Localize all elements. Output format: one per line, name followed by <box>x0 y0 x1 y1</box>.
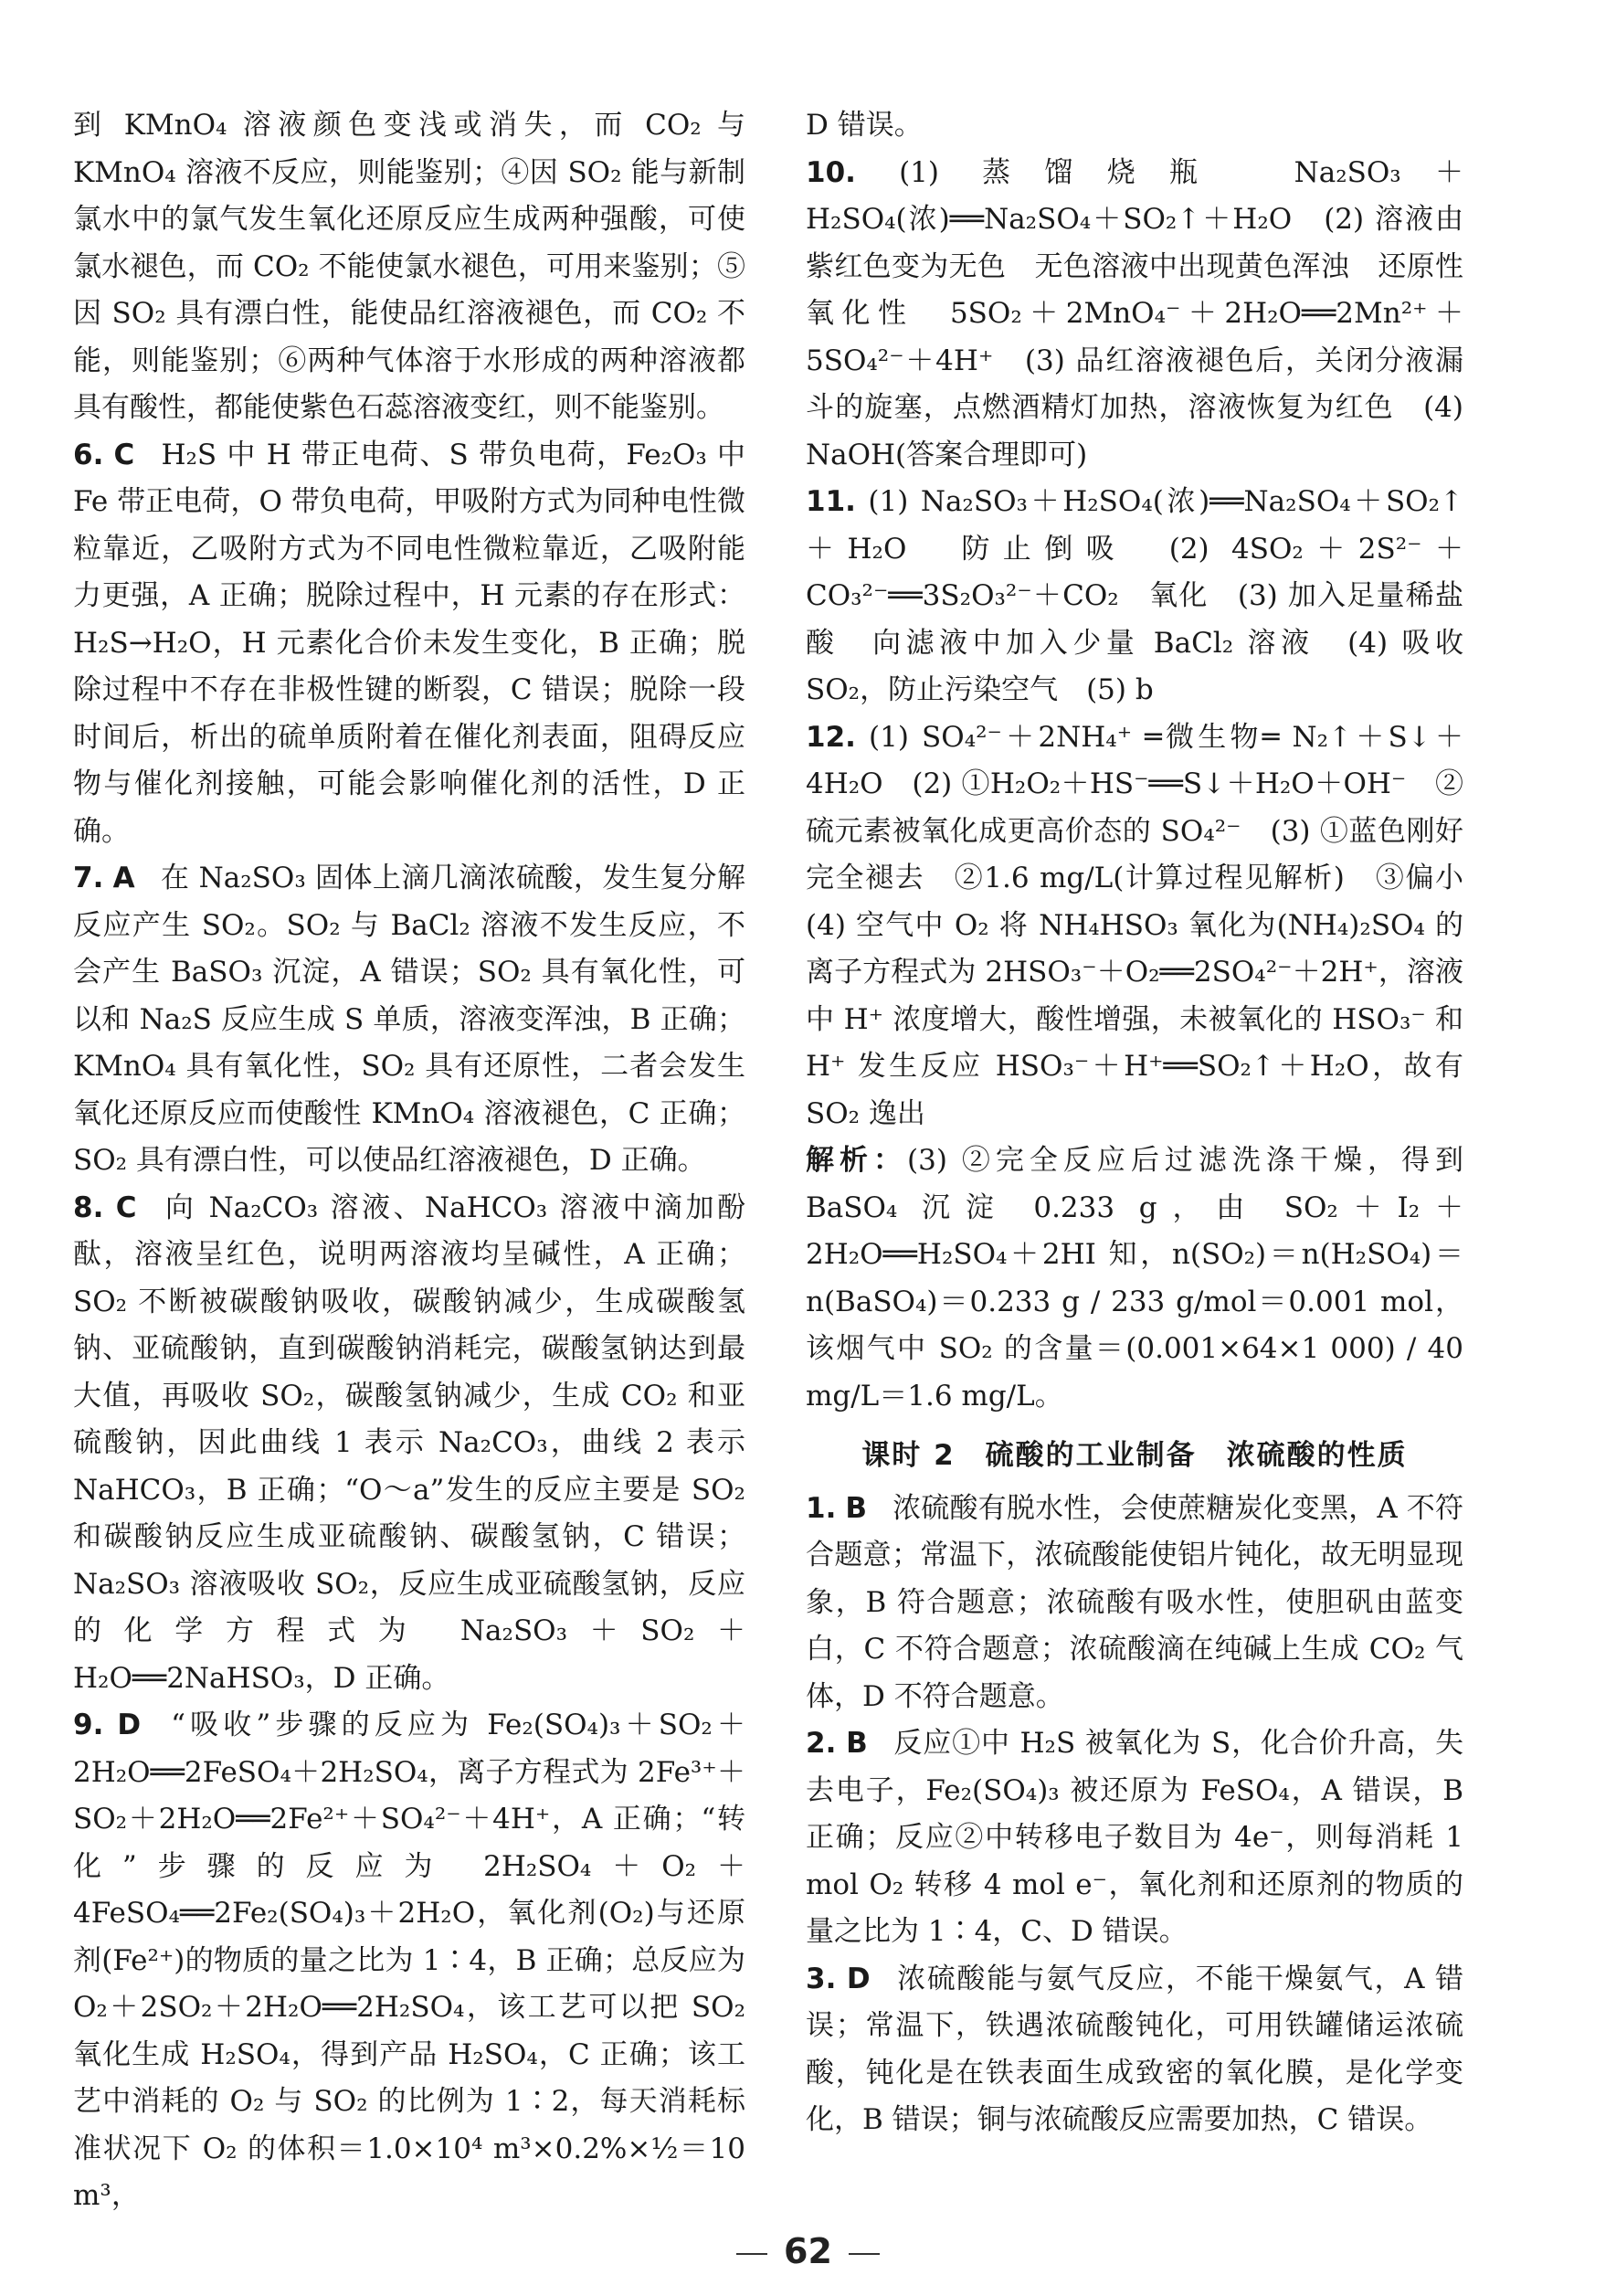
section-title: 课时 2 硫酸的工业制备 浓硫酸的性质 <box>861 1439 1408 1472</box>
answer-choice: D <box>846 1962 871 1995</box>
explanation: (1) 蒸馏烧瓶 Na₂SO₃＋H₂SO₄(浓)══Na₂SO₄＋SO₂↑＋H₂O (2) 溶液由紫红色变为无色 无色溶液中出现黄色浑浊 还原性 氧化性 5SO₂＋2MnO₄⁻＋2H₂O══2Mn²⁺＋5SO₄²⁻＋4H⁺ (3) 品红溶液褪色后，关闭分液漏斗的旋塞，点燃酒精灯加热，溶液恢复为红色 (4) NaOH(答案合理即可) <box>806 155 1492 471</box>
explanation: 在 Na₂SO₃ 固体上滴几滴浓硫酸，发生复分解反应产生 SO₂。SO₂ 与 BaCl₂ 溶液不发生反应，不会产生 BaSO₃ 沉淀，A 错误；SO₂ 具有氧化性，可以和 Na₂S 反应生成 S 单质，溶液变浑浊，B 正确；KMnO₄ 具有氧化性，SO₂ 具有还原性，二者会发生氧化还原反应而使酸性 KMnO₄ 溶液褪色，C 正确；SO₂ 具有漂白性，可以使品红溶液褪色，D 正确。 <box>73 862 745 1177</box>
answer-choice: C <box>113 438 135 471</box>
footer-rule-left <box>736 2253 767 2255</box>
answer-choice: B <box>846 1727 868 1760</box>
answer-choice: C <box>115 1190 137 1224</box>
answer-item-12: 12. (1) SO₄²⁻＋2NH₄⁺ ═微生物═ N₂↑＋S↓＋4H₂O (2) ①H₂O₂＋HS⁻══S↓＋H₂O＋OH⁻ ②硫元素被氧化成更高价态的 SO₄²⁻ (3) ①蓝色刚好完全褪去 ②1.6 mg/L(计算过程见解析) ③偏小 (4) 空气中 O₂ 将 NH₄HSO₃ 氧化为(NH₄)₂SO₄ 的离子方程式为 2HSO₃⁻＋O₂══2SO₄²⁻＋2H⁺，溶液中 H⁺ 浓度增大，酸性增强，未被氧化的 HSO₃⁻ 和 H⁺ 发生反应 HSO₃⁻＋H⁺══SO₂↑＋H₂O，故有 SO₂ 逸出 <box>806 720 1492 1130</box>
answer-item-7: 7. A 在 Na₂SO₃ 固体上滴几滴浓硫酸，发生复分解反应产生 SO₂。SO₂ 与 BaCl₂ 溶液不发生反应，不会产生 BaSO₃ 沉淀，A 错误；SO₂ 具有氧化性，可以和 Na₂S 反应生成 S 单质，溶液变浑浊，B 正确；KMnO₄ 具有氧化性，SO₂ 具有还原性，二者会发生氧化还原反应而使酸性 KMnO₄ 溶液褪色，C 正确；SO₂ 具有漂白性，可以使品红溶液褪色，D 正确。 <box>73 862 745 1177</box>
explanation: 反应①中 H₂S 被氧化为 S，化合价升高，失去电子，Fe₂(SO₄)₃ 被还原为 FeSO₄，A 错误，B 正确；反应②中转移电子数目为 4e⁻，则每消耗 1 mol O₂ 转移 4 mol e⁻，氧化剂和还原剂的物质的量之比为 1∶4，C、D 错误。 <box>806 1727 1463 1948</box>
section2-answer-item-1: 1. B 浓硫酸有脱水性，会使蔗糖炭化变黑，A 不符合题意；常温下，浓硫酸能使铝片钝化，故无明显现象，B 符合题意；浓硫酸有吸水性，使胆矾由蓝变白，C 不符合题意；浓硫酸滴在纯碱上生成 CO₂ 气体，D 不符合题意。 <box>806 1491 1463 1713</box>
answer-item-6: 6. C H₂S 中 H 带正电荷、S 带负电荷，Fe₂O₃ 中 Fe 带正电荷，O 带负电荷，甲吸附方式为同种电性微粒靠近，乙吸附方式为不同电性微粒靠近，乙吸附能力更强，A 正确；脱除过程中，H 元素的存在形式：H₂S→H₂O，H 元素化合价未发生变化，B 正确；脱除过程中不存在非极性键的断裂，C 错误；脱除一段时间后，析出的硫单质附着在催化剂表面，阻碍反应物与催化剂接触，可能会影响催化剂的活性，D 正确。 <box>73 438 746 848</box>
section2-answer-item-2: 2. B 反应①中 H₂S 被氧化为 S，化合价升高，失去电子，Fe₂(SO₄)₃ 被还原为 FeSO₄，A 错误，B 正确；反应②中转移电子数目为 4e⁻，则每消耗 1 mol O₂ 转移 4 mol e⁻，氧化剂和还原剂的物质的量之比为 1∶4，C、D 错误。 <box>806 1727 1463 1948</box>
q9-continuation: D 错误。 <box>806 109 923 142</box>
footer-rule-right <box>849 2253 880 2255</box>
explanation: (1) SO₄²⁻＋2NH₄⁺ ═微生物═ N₂↑＋S↓＋4H₂O (2) ①H₂O₂＋HS⁻══S↓＋H₂O＋OH⁻ ②硫元素被氧化成更高价态的 SO₄²⁻ (3) ①蓝色刚好完全褪去 ②1.6 mg/L(计算过程见解析) ③偏小 (4) 空气中 O₂ 将 NH₄HSO₃ 氧化为(NH₄)₂SO₄ 的离子方程式为 2HSO₃⁻＋O₂══2SO₄²⁻＋2H⁺，溶液中 H⁺ 浓度增大，酸性增强，未被氧化的 HSO₃⁻ 和 H⁺ 发生反应 HSO₃⁻＋H⁺══SO₂↑＋H₂O，故有 SO₂ 逸出 <box>806 720 1492 1130</box>
answer-item-9: 9. D “吸收”步骤的反应为 Fe₂(SO₄)₃＋SO₂＋2H₂O══2FeSO₄＋2H₂SO₄，离子方程式为 2Fe³⁺＋SO₂＋2H₂O══2Fe²⁺＋SO₄²⁻＋4H⁺，A 正确；“转化”步骤的反应为 2H₂SO₄＋O₂＋4FeSO₄══2Fe₂(SO₄)₃＋2H₂O，氧化剂(O₂)与还原剂(Fe²⁺)的物质的量之比为 1∶4，B 正确；总反应为 O₂＋2SO₂＋2H₂O══2H₂SO₄，该工艺可以把 SO₂ 氧化生成 H₂SO₄，得到产品 H₂SO₄，C 正确；该工艺中消耗的 O₂ 与 SO₂ 的比例为 1∶2，每天消耗标准状况下 O₂ 的体积＝1.0×10⁴ m³×0.2%×½＝10 m³， <box>73 1709 745 2212</box>
explanation: (1) Na₂SO₃＋H₂SO₄(浓)══Na₂SO₄＋SO₂↑＋H₂O 防止倒吸 (2) 4SO₂＋2S²⁻＋CO₃²⁻══3S₂O₃²⁻＋CO₂ 氧化 (3) 加入足量稀盐酸 向滤液中加入少量 BaCl₂ 溶液 (4) 吸收 SO₂，防止污染空气 (5) b <box>806 485 1463 706</box>
explanation: 向 Na₂CO₃ 溶液、NaHCO₃ 溶液中滴加酚酞，溶液呈红色，说明两溶液均呈碱性，A 正确；SO₂ 不断被碳酸钠吸收，碳酸钠减少，生成碳酸氢钠、亚硫酸钠，直到碳酸钠消耗完，碳酸氢钠达到最大值，再吸收 SO₂，碳酸氢钠减少，生成 CO₂ 和亚硫酸钠，因此曲线 1 表示 Na₂CO₃，曲线 2 表示 NaHCO₃，B 正确；“O～a”发生的反应主要是 SO₂ 和碳酸钠反应生成亚硫酸钠、碳酸氢钠，C 错误；Na₂SO₃ 溶液吸收 SO₂，反应生成亚硫酸氢钠，反应的化学方程式为 Na₂SO₃＋SO₂＋H₂O══2NaHSO₃，D 正确。 <box>73 1190 745 1695</box>
section2-answer-item-3: 3. D 浓硫酸能与氨气反应，不能干燥氨气，A 错误；常温下，铁遇浓硫酸钝化，可用铁罐储运浓硫酸，钝化是在铁表面生成致密的氧化膜，是化学变化，B 错误；铜与浓硫酸反应需要加热，C 错误。 <box>806 1962 1464 2136</box>
answer-item-8: 8. C 向 Na₂CO₃ 溶液、NaHCO₃ 溶液中滴加酚酞，溶液呈红色，说明两溶液均呈碱性，A 正确；SO₂ 不断被碳酸钠吸收，碳酸钠减少，生成碳酸氢钠、亚硫酸钠，直到碳酸钠消耗完，碳酸氢钠达到最大值，再吸收 SO₂，碳酸氢钠减少，生成 CO₂ 和亚硫酸钠，因此曲线 1 表示 Na₂CO₃，曲线 2 表示 NaHCO₃，B 正确；“O～a”发生的反应主要是 SO₂ 和碳酸钠反应生成亚硫酸钠、碳酸氢钠，C 错误；Na₂SO₃ 溶液吸收 SO₂，反应生成亚硫酸氢钠，反应的化学方程式为 Na₂SO₃＋SO₂＋H₂O══2NaHSO₃，D 正确。 <box>73 1190 745 1695</box>
page-number: 62 <box>784 2231 832 2271</box>
answer-item-11: 11. (1) Na₂SO₃＋H₂SO₄(浓)══Na₂SO₄＋SO₂↑＋H₂O 防止倒吸 (2) 4SO₂＋2S²⁻＋CO₃²⁻══3S₂O₃²⁻＋CO₂ 氧化 (3) 加入足量稀盐酸 向滤液中加入少量 BaCl₂ 溶液 (4) 吸收 SO₂，防止污染空气 (5) b <box>806 485 1463 706</box>
analysis: 解析：(3) ②完全反应后过滤洗涤干燥，得到 BaSO₄ 沉淀 0.233 g，由 SO₂＋I₂＋2H₂O══H₂SO₄＋2HI 知，n(SO₂)＝n(H₂SO₄)＝n(BaSO₄)＝0.233 g / 233 g/mol＝0.001 mol，该烟气中 SO₂ 的含量＝(0.001×64×1 000) / 40 mg/L＝1.6 mg/L。 <box>806 1144 1464 1413</box>
right-column <box>806 102 1492 2144</box>
explanation: 浓硫酸能与氨气反应，不能干燥氨气，A 错误；常温下，铁遇浓硫酸钝化，可用铁罐储运浓硫酸，钝化是在铁表面生成致密的氧化膜，是化学变化，B 错误；铜与浓硫酸反应需要加热，C 错误。 <box>806 1962 1464 2136</box>
explanation: 浓硫酸有脱水性，会使蔗糖炭化变黑，A 不符合题意；常温下，浓硫酸能使铝片钝化，故无明显现象，B 符合题意；浓硫酸有吸水性，使胆矾由蓝变白，C 不符合题意；浓硫酸滴在纯碱上生成 CO₂ 气体，D 不符合题意。 <box>806 1491 1463 1713</box>
explanation: H₂S 中 H 带正电荷、S 带负电荷，Fe₂O₃ 中 Fe 带正电荷，O 带负电荷，甲吸附方式为同种电性微粒靠近，乙吸附方式为不同电性微粒靠近，乙吸附能力更强，A 正确；脱除过程中，H 元素的存在形式：H₂S→H₂O，H 元素化合价未发生变化，B 正确；脱除过程中不存在非极性键的断裂，C 错误；脱除一段时间后，析出的硫单质附着在催化剂表面，阻碍反应物与催化剂接触，可能会影响催化剂的活性，D 正确。 <box>73 438 746 848</box>
answer-choice: B <box>845 1491 868 1525</box>
answer-choice: D <box>117 1709 142 1741</box>
page-footer <box>0 2231 1616 2271</box>
explanation: “吸收”步骤的反应为 Fe₂(SO₄)₃＋SO₂＋2H₂O══2FeSO₄＋2H₂SO₄，离子方程式为 2Fe³⁺＋SO₂＋2H₂O══2Fe²⁺＋SO₄²⁻＋4H⁺，A 正确；“转化”步骤的反应为 2H₂SO₄＋O₂＋4FeSO₄══2Fe₂(SO₄)₃＋2H₂O，氧化剂(O₂)与还原剂(Fe²⁺)的物质的量之比为 1∶4，B 正确；总反应为 O₂＋2SO₂＋2H₂O══2H₂SO₄，该工艺可以把 SO₂ 氧化生成 H₂SO₄，得到产品 H₂SO₄，C 正确；该工艺中消耗的 O₂ 与 SO₂ 的比例为 1∶2，每天消耗标准状况下 O₂ 的体积＝1.0×10⁴ m³×0.2%×½＝10 m³， <box>73 1709 745 2212</box>
left-column <box>73 102 745 2220</box>
answer-item-10: 10. (1) 蒸馏烧瓶 Na₂SO₃＋H₂SO₄(浓)══Na₂SO₄＋SO₂↑＋H₂O (2) 溶液由紫红色变为无色 无色溶液中出现黄色浑浊 还原性 氧化性 5SO₂＋2MnO₄⁻＋2H₂O══2Mn²⁺＋5SO₄²⁻＋4H⁺ (3) 品红溶液褪色后，关闭分液漏斗的旋塞，点燃酒精灯加热，溶液恢复为红色 (4) NaOH(答案合理即可) <box>806 155 1492 471</box>
answer-choice: A <box>112 862 135 894</box>
q5-continuation: 到 KMnO₄ 溶液颜色变浅或消失，而 CO₂ 与 KMnO₄ 溶液不反应，则能鉴别；④因 SO₂ 能与新制氯水中的氯气发生氧化还原反应生成两种强酸，可使氯水褪色，而 CO₂ 不能使氯水褪色，可用来鉴别；⑤因 SO₂ 具有漂白性，能使品红溶液褪色，而 CO₂ 不能，则能鉴别；⑥两种气体溶于水形成的两种溶液都具有酸性，都能使紫色石蕊溶液变红，则不能鉴别。 <box>73 109 745 424</box>
